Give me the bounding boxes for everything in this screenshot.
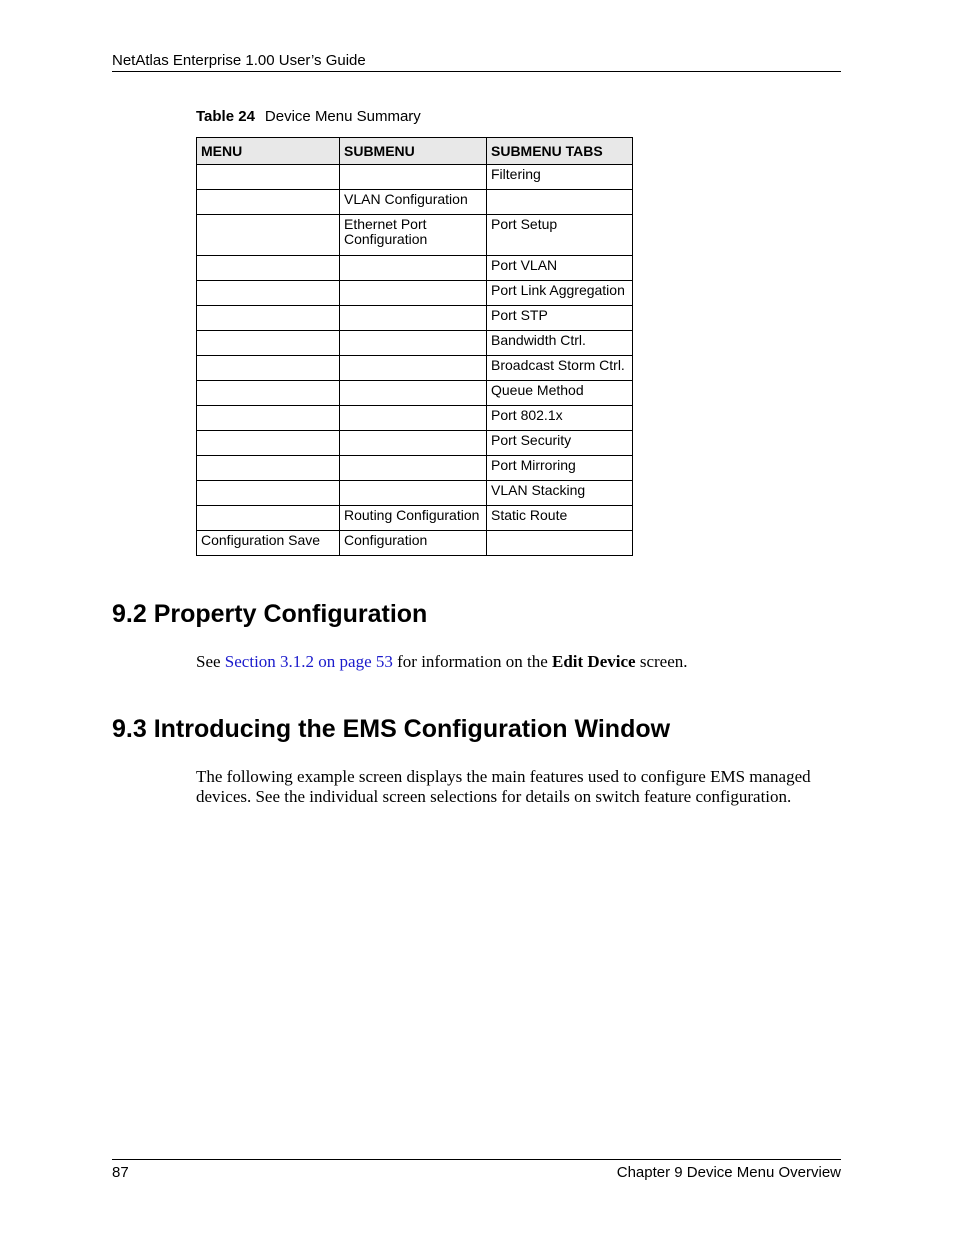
cell-submenu-tab: Broadcast Storm Ctrl. <box>487 356 633 381</box>
table-caption <box>196 107 421 126</box>
paragraph-text: screen. <box>635 652 688 671</box>
cell-submenu <box>340 306 487 331</box>
cell-menu <box>197 456 340 481</box>
cell-submenu <box>340 406 487 431</box>
cell-menu <box>197 506 340 531</box>
table-row <box>197 381 633 406</box>
cell-submenu-tab: Bandwidth Ctrl. <box>487 331 633 356</box>
property-configuration-paragraph <box>196 652 846 672</box>
cell-submenu-tab: VLAN Stacking <box>487 481 633 506</box>
table-row <box>197 306 633 331</box>
column-header-menu: MENU <box>197 138 340 165</box>
cell-menu <box>197 165 340 190</box>
table-row <box>197 431 633 456</box>
cell-menu <box>197 215 340 256</box>
cell-submenu-tab: Port Link Aggregation <box>487 281 633 306</box>
table-caption-title: Device Menu Summary <box>264 108 421 125</box>
cell-submenu <box>340 381 487 406</box>
cell-submenu: Ethernet Port Configuration <box>340 215 487 256</box>
guide-title: NetAtlas Enterprise 1.00 User’s Guide <box>112 52 366 69</box>
section-link[interactable]: Section 3.1.2 on page 53 <box>224 652 393 671</box>
cell-submenu <box>340 256 487 281</box>
cell-menu <box>197 331 340 356</box>
paragraph-text: for information on the <box>392 652 552 671</box>
chapter-title: Chapter 9 Device Menu Overview <box>616 1164 841 1181</box>
section-heading-ems-configuration-window: 9.3 Introducing the EMS Configuration Window <box>112 715 671 743</box>
table-row <box>197 406 633 431</box>
cell-submenu-tab <box>487 190 633 215</box>
cell-submenu <box>340 431 487 456</box>
running-header <box>112 51 841 72</box>
running-footer <box>112 1159 841 1181</box>
table-caption-number: Table 24 <box>196 108 255 125</box>
cell-menu <box>197 306 340 331</box>
table-row <box>197 531 633 556</box>
cell-menu <box>197 406 340 431</box>
table-row <box>197 256 633 281</box>
cell-submenu <box>340 281 487 306</box>
section-heading-property-configuration: 9.2 Property Configuration <box>112 600 428 628</box>
cell-menu <box>197 256 340 281</box>
edit-device-term: Edit Device <box>552 652 636 671</box>
cell-submenu-tab: Port Mirroring <box>487 456 633 481</box>
cell-submenu-tab: Port STP <box>487 306 633 331</box>
cell-menu <box>197 281 340 306</box>
table-row <box>197 190 633 215</box>
cell-submenu <box>340 456 487 481</box>
table-header-row <box>197 138 633 165</box>
cell-menu <box>197 356 340 381</box>
cell-submenu-tab: Static Route <box>487 506 633 531</box>
cell-submenu <box>340 481 487 506</box>
cell-submenu-tab: Port VLAN <box>487 256 633 281</box>
cell-submenu <box>340 356 487 381</box>
cell-submenu-tab: Port 802.1x <box>487 406 633 431</box>
cell-menu <box>197 190 340 215</box>
table-row <box>197 215 633 256</box>
column-header-submenu: SUBMENU <box>340 138 487 165</box>
page-number: 87 <box>112 1164 129 1181</box>
table-row <box>197 165 633 190</box>
cell-menu <box>197 481 340 506</box>
device-menu-summary-table <box>196 137 633 556</box>
cell-submenu-tab: Queue Method <box>487 381 633 406</box>
table-row <box>197 281 633 306</box>
cell-menu <box>197 431 340 456</box>
table-row <box>197 356 633 381</box>
cell-submenu: Routing Configuration <box>340 506 487 531</box>
paragraph-text: See <box>196 652 225 671</box>
cell-submenu-tab <box>487 531 633 556</box>
cell-submenu <box>340 165 487 190</box>
table-row <box>197 331 633 356</box>
cell-submenu: VLAN Configuration <box>340 190 487 215</box>
cell-submenu-tab: Port Security <box>487 431 633 456</box>
cell-submenu-tab: Port Setup <box>487 215 633 256</box>
table-row <box>197 481 633 506</box>
table-row <box>197 506 633 531</box>
ems-configuration-paragraph: The following example screen displays the main features used to configure EMS managed devices. See the individual screen selections for details on switch feature configuration. <box>196 767 811 806</box>
column-header-submenu-tabs: SUBMENU TABS <box>487 138 633 165</box>
cell-submenu <box>340 331 487 356</box>
cell-submenu: Configuration <box>340 531 487 556</box>
cell-submenu-tab: Filtering <box>487 165 633 190</box>
cell-menu <box>197 381 340 406</box>
table-row <box>197 456 633 481</box>
cell-menu: Configuration Save <box>197 531 340 556</box>
